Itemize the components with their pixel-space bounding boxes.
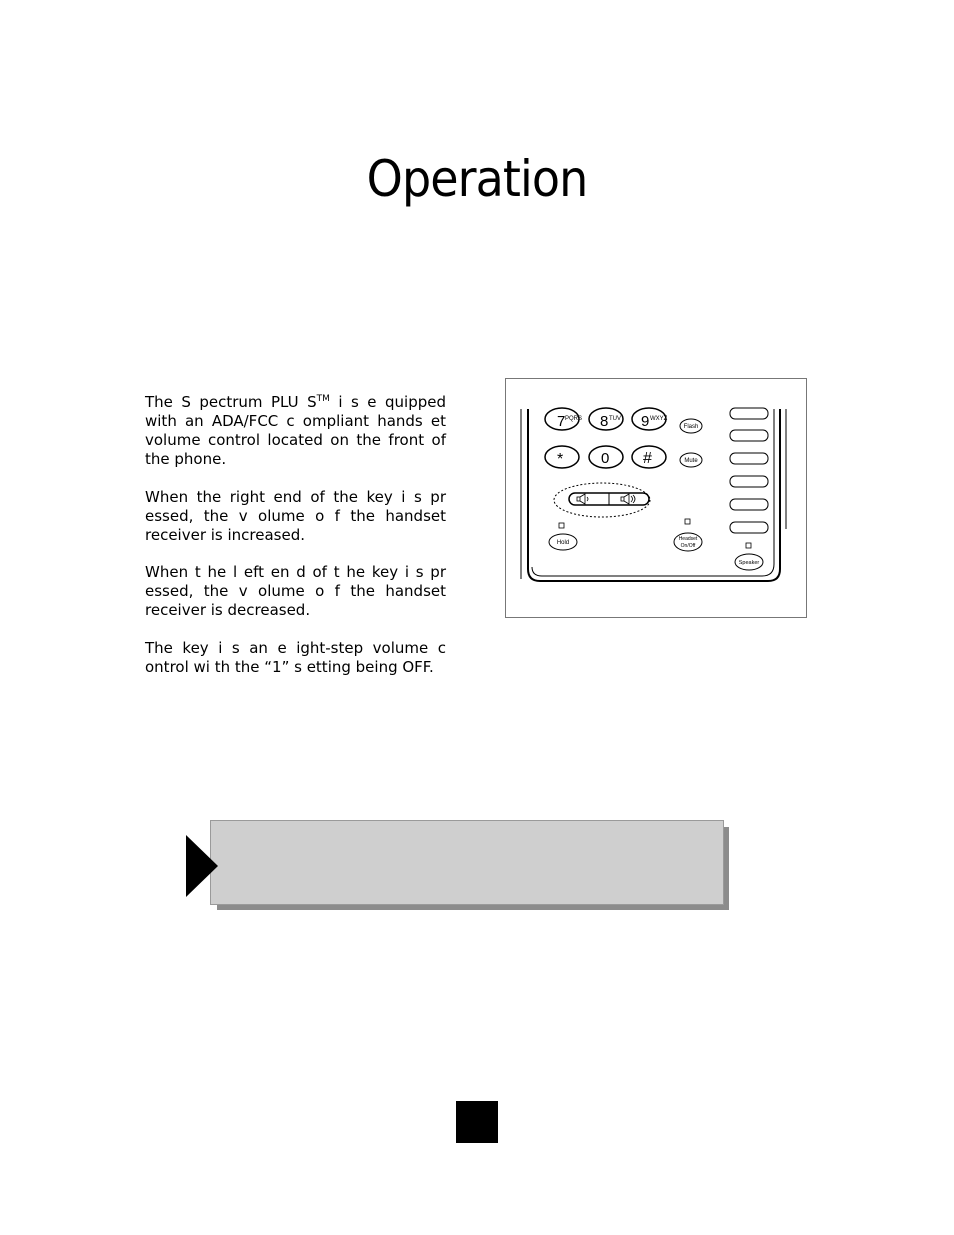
line-key: [730, 408, 768, 419]
headset-key-label-1: Headset: [678, 536, 698, 542]
line-key: [730, 453, 768, 464]
paragraph-intro: [145, 393, 446, 469]
key-9-letters: WXYZ: [650, 416, 668, 422]
key-8-label: 8: [600, 413, 609, 430]
phone-keypad-illustration: [506, 379, 806, 617]
trademark-mark: TM: [316, 394, 330, 404]
hold-key: [549, 534, 577, 550]
hold-key-label: Hold: [556, 540, 570, 546]
left-end-text: When t he l eft en d of t he key i s pr essed, the v olume o f the handset receiver is decreased.: [145, 563, 446, 619]
key-9-label: 9: [641, 413, 650, 430]
intro-text-a: The S pectrum PLU S: [145, 393, 317, 411]
right-end-text: When the right end of the key i s pr essed, the v olume o f the handset receiver is increased.: [145, 488, 446, 544]
phone-keypad-figure: [505, 378, 807, 618]
note-arrow-icon: [186, 835, 218, 897]
key-0: [589, 446, 623, 468]
speaker-indicator: [746, 543, 751, 548]
headset-indicator: [685, 519, 690, 524]
key-7-letters: PQRS: [565, 416, 583, 422]
flash-key-label: Flash: [683, 424, 699, 430]
mute-key: [680, 453, 702, 467]
paragraph-eight-step: [145, 639, 446, 677]
headset-key: [674, 533, 702, 551]
eight-step-text: The key i s an e ight-step volume c ontrol wi th the “1” s etting being OFF.: [145, 639, 446, 676]
line-key: [730, 430, 768, 441]
hold-indicator: [559, 523, 564, 528]
line-key: [730, 522, 768, 533]
paragraph-left-end: [145, 563, 446, 620]
line-key: [730, 499, 768, 510]
mute-key-label: Mute: [684, 458, 698, 464]
key-7: [545, 408, 582, 430]
intro-text-b: i s e quipped with an ADA/FCC c ompliant hands et volume control located on the front of the phone.: [145, 393, 446, 468]
line-keys: [730, 408, 768, 533]
page-number-block: [456, 1101, 498, 1143]
note-box: [210, 820, 724, 905]
flash-key: [680, 419, 702, 433]
headset-key-label-2: On/Off: [680, 543, 696, 549]
key-8-letters: TUV: [609, 416, 621, 422]
key-star: [545, 446, 579, 468]
key-0-label: 0: [601, 450, 610, 467]
key-hash: [632, 446, 666, 468]
key-star-label: *: [557, 451, 564, 468]
key-9: [632, 408, 668, 430]
paragraph-right-end: [145, 488, 446, 545]
line-key: [730, 476, 768, 487]
volume-key: [569, 493, 649, 505]
key-hash-label: #: [643, 450, 652, 467]
key-8: [589, 408, 623, 430]
speaker-key: [735, 554, 763, 570]
key-7-label: 7: [557, 413, 566, 430]
speaker-key-label: Speaker: [738, 560, 760, 566]
page-title: Operation: [366, 150, 588, 208]
